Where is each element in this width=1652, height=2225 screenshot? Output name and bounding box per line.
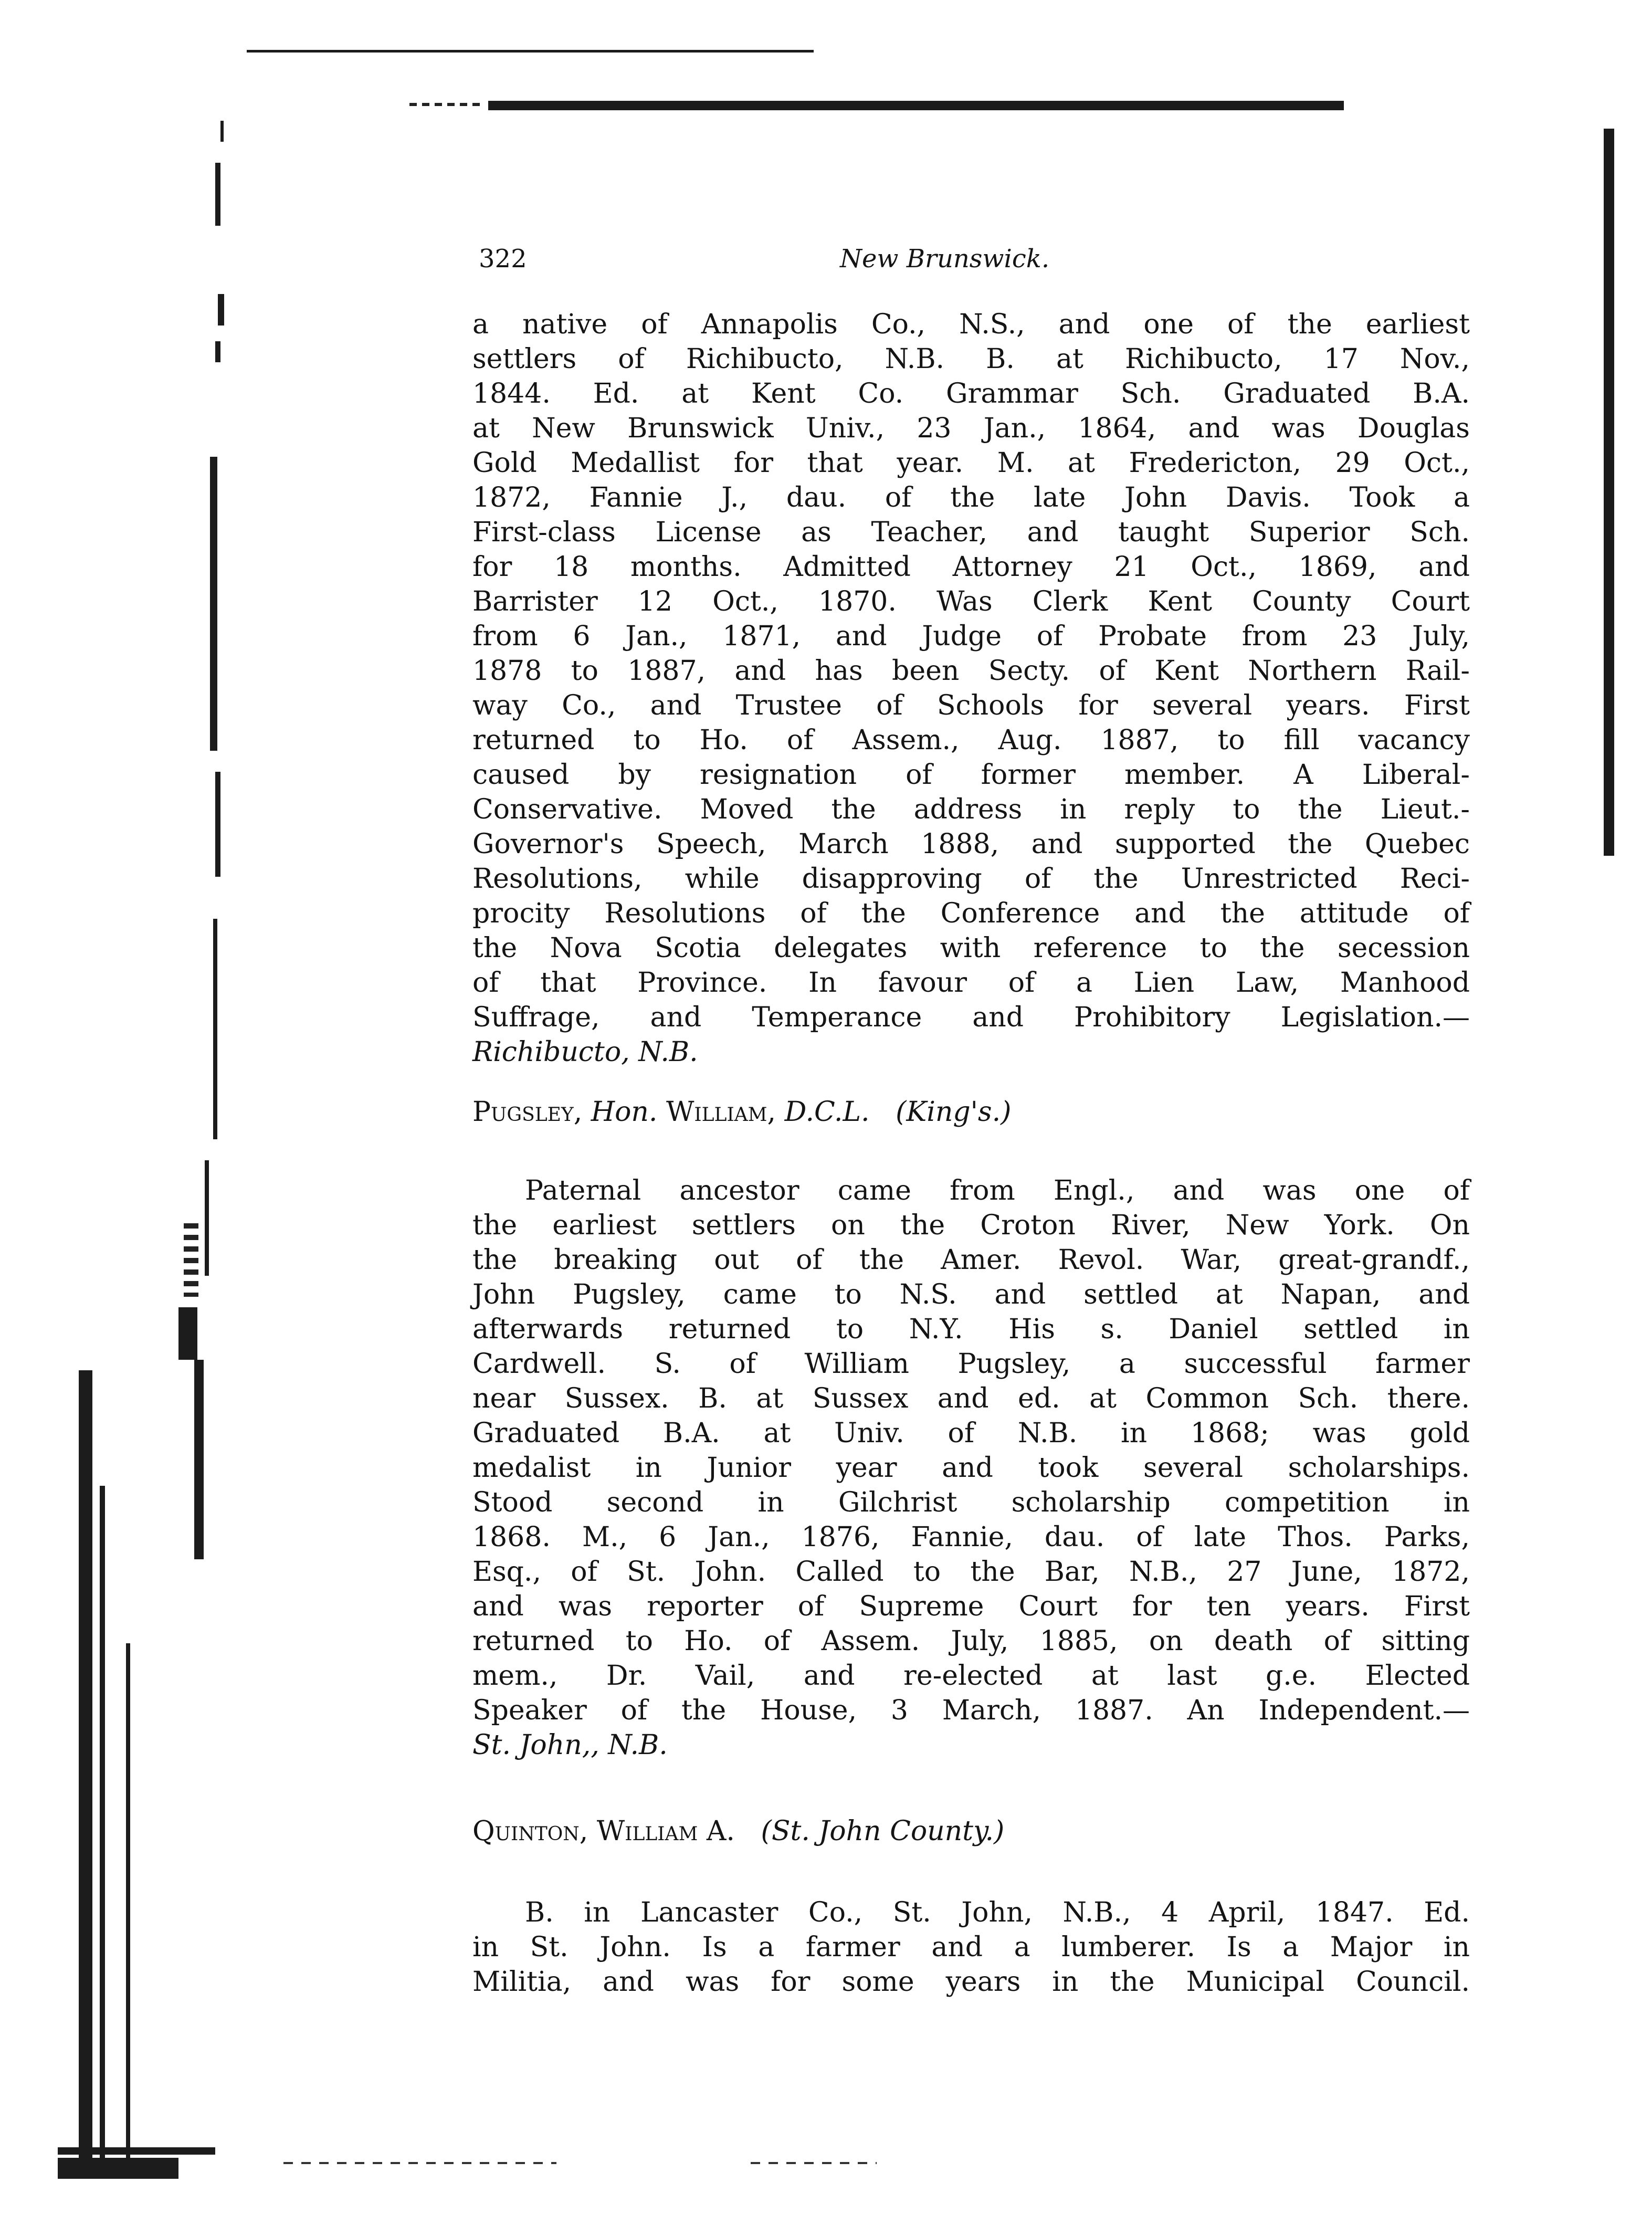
entry-2-location: St. John,, N.B. <box>472 1729 668 1761</box>
entry-2-constituency: (King's.) <box>896 1096 1012 1128</box>
text-line: of that Province. In favour of a Lien Law, Manhood <box>472 967 1470 999</box>
entry-1-body <box>472 307 1470 1069</box>
text-line: Stood second in Gilchrist scholarship competition in <box>472 1487 1470 1518</box>
text-line: procity Resolutions of the Conference and the attitude of <box>472 898 1470 929</box>
entry-2-body <box>472 1173 1470 1762</box>
scan-dash-bottom <box>751 2162 877 2164</box>
running-head-title: New Brunswick. <box>840 244 1050 274</box>
text-line: Gold Medallist for that year. M. at Fredericton, 29 Oct., <box>472 447 1470 479</box>
text-line: and was reporter of Supreme Court for ten years. First <box>472 1591 1470 1622</box>
text-line: Graduated B.A. at Univ. of N.B. in 1868; was gold <box>472 1418 1470 1449</box>
running-head <box>472 244 1470 276</box>
text-line: near Sussex. B. at Sussex and ed. at Common Sch. there. <box>472 1383 1470 1414</box>
text-line: B. in Lancaster Co., St. John, N.B., 4 April, 1847. Ed. <box>525 1897 1470 1928</box>
text-line: the breaking out of the Amer. Revol. War, great-grandf., <box>472 1244 1470 1276</box>
text-line: 1844. Ed. at Kent Co. Grammar Sch. Graduated B.A. <box>472 378 1470 410</box>
scan-bar-right <box>1604 129 1614 856</box>
text-line: John Pugsley, came to N.S. and settled at Napan, and <box>472 1279 1470 1310</box>
entry-3-given-name: William A. <box>596 1815 735 1847</box>
entry-3-body <box>472 1895 1470 1999</box>
text-line: Governor's Speech, March 1888, and supported the Quebec <box>472 828 1470 860</box>
gutter-streak <box>79 1370 92 2158</box>
gutter-streak <box>215 341 220 362</box>
entry-2-honorific: Hon. <box>591 1096 658 1128</box>
text-line: Barrister 12 Oct., 1870. Was Clerk Kent County Court <box>472 586 1470 617</box>
text-line: returned to Ho. of Assem., Aug. 1887, to fill vacancy <box>472 725 1470 756</box>
text-line: 1868. M., 6 Jan., 1876, Fannie, dau. of late Thos. Parks, <box>472 1521 1470 1553</box>
text-line: from 6 Jan., 1871, and Judge of Probate from 23 July, <box>472 621 1470 652</box>
text-line: Conservative. Moved the address in reply to the Lieut.- <box>472 794 1470 825</box>
entry-2-given-name: William, <box>666 1096 776 1128</box>
gutter-streak <box>218 294 224 326</box>
text-line: in St. John. Is a farmer and a lumberer. Is a Major in <box>472 1932 1470 1963</box>
text-line: returned to Ho. of Assem. July, 1885, on death of sitting <box>472 1625 1470 1657</box>
gutter-streak <box>220 121 224 142</box>
text-line: caused by resignation of former member. A Liberal- <box>472 759 1470 791</box>
gutter-streak <box>215 163 220 226</box>
gutter-streak <box>194 1360 204 1559</box>
gutter-streak <box>215 772 220 877</box>
entry-3-constituency: (St. John County.) <box>761 1815 1005 1847</box>
scan-rule-top-dash <box>409 103 483 106</box>
text-line: settlers of Richibucto, N.B. B. at Richibucto, 17 Nov., <box>472 343 1470 375</box>
text-line: for 18 months. Admitted Attorney 21 Oct., 1869, and <box>472 551 1470 583</box>
text-line: Militia, and was for some years in the Municipal Council. <box>472 1966 1470 1998</box>
gutter-streak <box>100 1486 105 2158</box>
entry-1-location: Richibucto, N.B. <box>472 1036 698 1068</box>
text-line: a native of Annapolis Co., N.S., and one of the earliest <box>472 309 1470 340</box>
entry-3-surname: Quinton, <box>472 1815 588 1847</box>
page-number: 322 <box>479 244 527 274</box>
gutter-streak <box>210 457 217 751</box>
text-line: Esq., of St. John. Called to the Bar, N.B., 27 June, 1872, <box>472 1556 1470 1588</box>
text-line: Speaker of the House, 3 March, 1887. An Independent.— <box>472 1695 1470 1726</box>
text-line: Paternal ancestor came from Engl., and was one of <box>525 1175 1470 1206</box>
text-line: Suffrage, and Temperance and Prohibitory Legislation.— <box>472 1002 1470 1033</box>
scan-gutter-left <box>58 121 184 2116</box>
text-line: way Co., and Trustee of Schools for several years. First <box>472 690 1470 721</box>
entry-2-surname: Pugsley, <box>472 1096 583 1128</box>
text-line: at New Brunswick Univ., 23 Jan., 1864, and was Douglas <box>472 413 1470 444</box>
scan-dash-bottom <box>283 2162 556 2164</box>
gutter-streak <box>184 1223 198 1297</box>
text-line: the earliest settlers on the Croton River, New York. On <box>472 1210 1470 1241</box>
text-line: Resolutions, while disapproving of the Unrestricted Reci- <box>472 863 1470 895</box>
text-line: mem., Dr. Vail, and re-elected at last g.e. Elected <box>472 1660 1470 1692</box>
gutter-streak <box>178 1307 197 1360</box>
gutter-streak <box>126 1643 130 2158</box>
entry-3-heading <box>472 1814 1004 1849</box>
text-line: afterwards returned to N.Y. His s. Daniel settled in <box>472 1314 1470 1345</box>
entry-2-degree: D.C.L. <box>784 1096 870 1128</box>
scan-rule-top-thick <box>488 101 1344 110</box>
entry-2-heading <box>472 1095 1011 1129</box>
text-line: the Nova Scotia delegates with reference to the secession <box>472 932 1470 964</box>
gutter-streak <box>205 1160 209 1276</box>
text-line: medalist in Junior year and took several scholarships. <box>472 1452 1470 1484</box>
text-line: Cardwell. S. of William Pugsley, a successful farmer <box>472 1348 1470 1380</box>
text-line: First-class License as Teacher, and taught Superior Sch. <box>472 517 1470 548</box>
scan-rule-top-thin <box>247 50 814 53</box>
gutter-base <box>58 2158 178 2179</box>
text-line: 1872, Fannie J., dau. of the late John Davis. Took a <box>472 482 1470 513</box>
gutter-streak <box>58 2147 215 2155</box>
text-line: 1878 to 1887, and has been Secty. of Kent Northern Rail- <box>472 655 1470 687</box>
gutter-streak <box>213 919 217 1139</box>
